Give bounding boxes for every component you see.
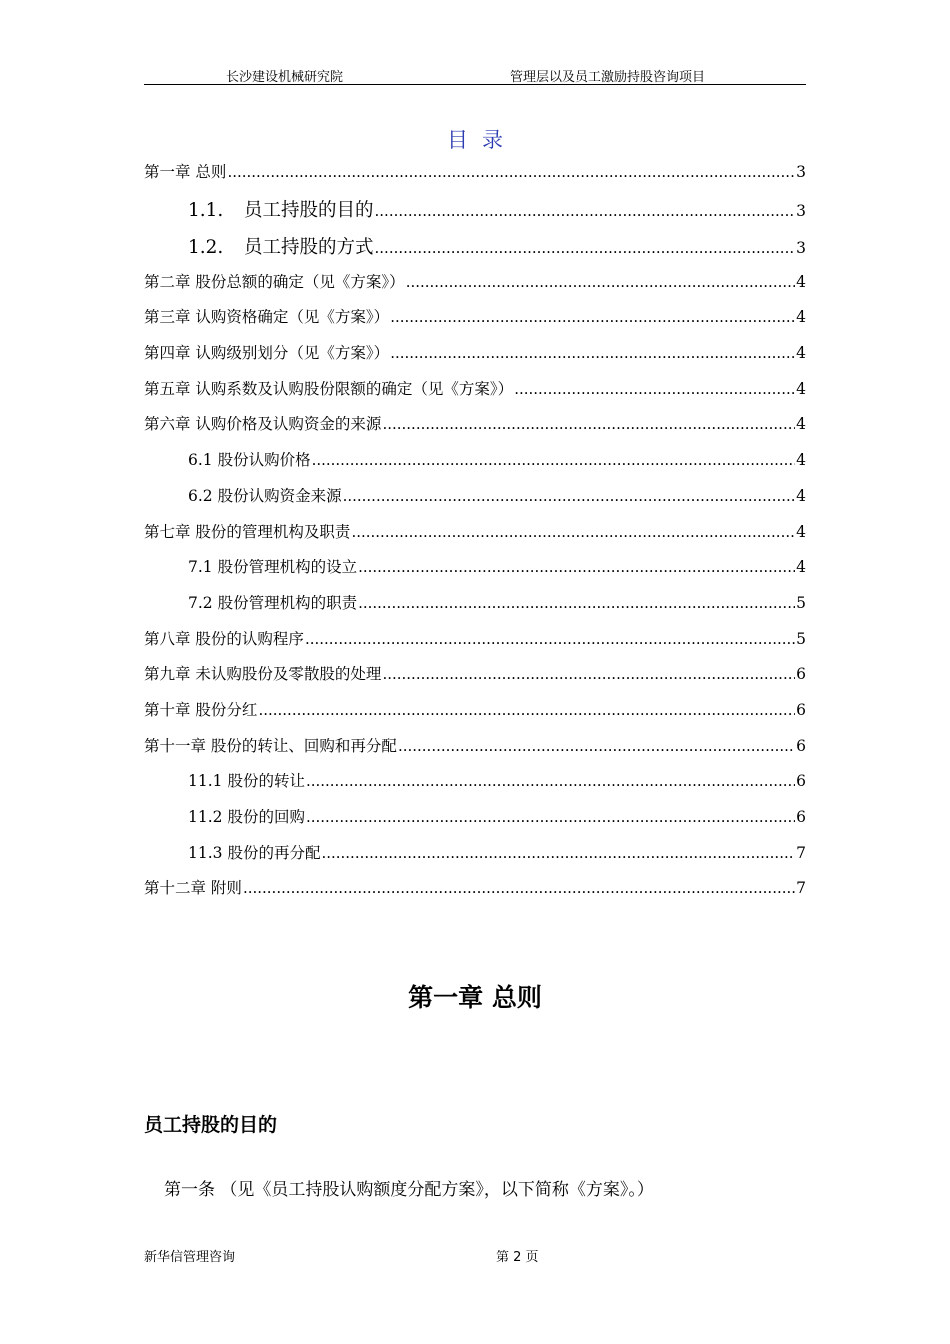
toc-dot-leader xyxy=(306,774,795,789)
toc-entry-page: 6 xyxy=(796,700,806,719)
footer-company: 新华信管理咨询 xyxy=(144,1250,236,1265)
toc-entry-chapter-11[interactable] xyxy=(144,734,806,770)
article-paragraph: 第一条 （见《员工持股认购额度分配方案》，以下简称《方案》。） xyxy=(164,1180,654,1200)
toc-entry-chapter-1[interactable] xyxy=(144,160,806,196)
toc-title: 目录 xyxy=(447,128,517,152)
toc-entry-chapter-2[interactable] xyxy=(144,270,806,306)
toc-entry-label: 第四章 认购级别划分（见《方案》） xyxy=(144,341,390,363)
toc-dot-leader xyxy=(312,453,796,468)
toc-dot-leader xyxy=(306,810,795,825)
toc-entry-chapter-5[interactable] xyxy=(144,377,806,413)
toc-entry-page: 6 xyxy=(796,665,806,684)
toc-entry-page: 4 xyxy=(796,451,806,470)
toc-entry-label: 第六章 认购价格及认购资金的来源 xyxy=(144,412,382,434)
toc-dot-leader xyxy=(358,560,795,575)
toc-entry-label: 第十二章 附则 xyxy=(144,876,243,898)
toc-entry-chapter-8[interactable] xyxy=(144,627,806,663)
toc-entry-chapter-10[interactable] xyxy=(144,698,806,734)
toc-entry-section-11-3[interactable] xyxy=(144,841,806,877)
toc-entry-label: 11.3 股份的再分配 xyxy=(188,841,321,863)
toc-entry-label: 7.2 股份管理机构的职责 xyxy=(188,591,358,613)
toc-entry-label: 11.1 股份的转让 xyxy=(188,769,306,791)
toc-dot-leader xyxy=(343,489,796,504)
toc-entry-page: 7 xyxy=(796,879,806,898)
header-project-title: 管理层以及员工激励持股咨询项目 xyxy=(510,70,706,85)
toc-entry-label: 第三章 认购资格确定（见《方案》） xyxy=(144,305,390,327)
toc-entry-chapter-6[interactable] xyxy=(144,412,806,448)
toc-entry-page: 3 xyxy=(796,201,806,220)
toc-entry-page: 3 xyxy=(796,163,806,181)
toc-dot-leader xyxy=(305,632,795,647)
toc-entry-label: 6.2 股份认购资金来源 xyxy=(188,484,343,506)
toc-entry-chapter-12[interactable] xyxy=(144,876,806,912)
header-organization: 长沙建设机械研究院 xyxy=(226,70,344,85)
toc-entry-label: 第十一章 股份的转让、回购和再分配 xyxy=(144,734,398,756)
toc-entry-label: 第二章 股份总额的确定（见《方案》） xyxy=(144,270,406,292)
toc-entry-page: 4 xyxy=(796,415,806,434)
toc-entry-label: 第七章 股份的管理机构及职责 xyxy=(144,520,351,542)
toc-dot-leader xyxy=(258,703,795,718)
toc-entry-label: 7.1 股份管理机构的设立 xyxy=(188,555,358,577)
toc-entry-section-11-1[interactable] xyxy=(144,769,806,805)
toc-entry-label: 第十章 股份分红 xyxy=(144,698,258,720)
table-of-contents xyxy=(144,160,806,912)
toc-entry-chapter-4[interactable] xyxy=(144,341,806,377)
toc-entry-section-1-2[interactable] xyxy=(144,233,806,270)
toc-entry-label: 第八章 股份的认购程序 xyxy=(144,627,305,649)
toc-entry-page: 4 xyxy=(796,272,806,291)
toc-entry-label xyxy=(188,196,375,222)
footer-page-number: 第 2 页 xyxy=(496,1250,539,1265)
toc-entry-label xyxy=(188,233,375,259)
toc-entry-text: 员工持股的目的 xyxy=(244,199,374,221)
toc-entry-section-6-1[interactable] xyxy=(144,448,806,484)
toc-entry-section-1-1[interactable] xyxy=(144,196,806,233)
toc-entry-label: 6.1 股份认购价格 xyxy=(188,448,312,470)
toc-dot-leader xyxy=(390,310,795,325)
toc-entry-page: 7 xyxy=(796,843,806,862)
toc-dot-leader xyxy=(375,241,796,256)
toc-entry-page: 6 xyxy=(796,736,806,755)
section-heading: 员工持股的目的 xyxy=(144,1114,278,1136)
toc-entry-page: 6 xyxy=(796,772,806,791)
toc-entry-section-7-1[interactable] xyxy=(144,555,806,591)
toc-entry-label: 第一章 总则 xyxy=(144,160,227,182)
toc-dot-leader xyxy=(382,667,795,682)
toc-entry-number: 1.1. xyxy=(188,199,224,221)
toc-dot-leader xyxy=(321,846,795,861)
toc-entry-text: 员工持股的方式 xyxy=(244,236,374,258)
toc-dot-leader xyxy=(358,596,795,611)
toc-entry-page: 4 xyxy=(796,308,806,327)
toc-entry-page: 3 xyxy=(796,238,806,257)
toc-entry-chapter-7[interactable] xyxy=(144,520,806,556)
toc-dot-leader xyxy=(351,525,795,540)
toc-entry-section-11-2[interactable] xyxy=(144,805,806,841)
toc-entry-number: 1.2. xyxy=(188,236,224,258)
chapter-heading: 第一章 总则 xyxy=(408,983,542,1012)
toc-entry-chapter-9[interactable] xyxy=(144,662,806,698)
page-header xyxy=(144,62,806,85)
toc-entry-chapter-3[interactable] xyxy=(144,305,806,341)
toc-dot-leader xyxy=(390,346,795,361)
toc-dot-leader xyxy=(375,204,796,219)
toc-dot-leader xyxy=(514,382,795,397)
toc-dot-leader xyxy=(243,881,795,896)
toc-entry-page: 4 xyxy=(796,486,806,505)
toc-entry-page: 4 xyxy=(796,344,806,363)
toc-entry-page: 5 xyxy=(796,629,806,648)
toc-entry-page: 4 xyxy=(796,379,806,398)
toc-entry-label: 第九章 未认购股份及零散股的处理 xyxy=(144,662,382,684)
toc-entry-page: 6 xyxy=(796,808,806,826)
toc-entry-section-7-2[interactable] xyxy=(144,591,806,627)
toc-dot-leader xyxy=(406,275,795,290)
toc-entry-section-6-2[interactable] xyxy=(144,484,806,520)
toc-entry-page: 4 xyxy=(796,522,806,541)
toc-entry-label: 第五章 认购系数及认购股份限额的确定（见《方案》） xyxy=(144,377,514,399)
toc-dot-leader xyxy=(382,417,795,432)
toc-entry-page: 4 xyxy=(796,558,806,577)
toc-entry-label: 11.2 股份的回购 xyxy=(188,805,306,827)
toc-dot-leader xyxy=(227,165,795,180)
toc-dot-leader xyxy=(398,739,795,754)
toc-entry-page: 5 xyxy=(796,593,806,612)
